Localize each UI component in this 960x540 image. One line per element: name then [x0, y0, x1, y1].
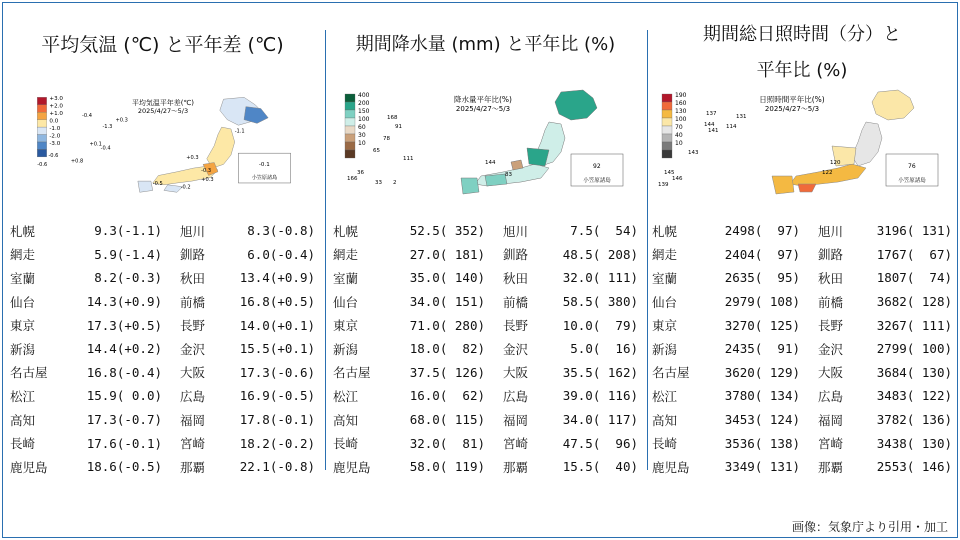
legend-swatch	[345, 102, 355, 110]
station-value: 32.0( 111)	[562, 270, 638, 286]
legend-label: 200	[358, 100, 370, 107]
station-value: 48.5( 208)	[562, 246, 638, 262]
station-value: 16.0( 62)	[409, 388, 485, 404]
station-name: 松江	[10, 388, 36, 404]
map-annotation: -0.4	[82, 112, 92, 119]
legend-swatch	[345, 134, 355, 142]
map-annotation: 114	[726, 124, 737, 130]
station-value: 3780( 134)	[724, 388, 800, 404]
table-row	[333, 361, 638, 385]
station-value: 5.0( 16)	[570, 341, 638, 357]
station-value: 14.0(+0.1)	[239, 317, 315, 333]
map-annotation: 33	[375, 180, 382, 186]
station-value: 3453( 124)	[724, 412, 800, 428]
map-annotation: 2	[393, 180, 397, 186]
legend-swatch	[345, 150, 355, 158]
station-value: 14.3(+0.9)	[86, 294, 162, 310]
map-annotation: -1.3	[102, 124, 113, 131]
legend-label: 190	[675, 92, 687, 99]
station-name: 新潟	[652, 341, 678, 357]
station-value: 47.5( 96)	[562, 435, 638, 451]
station-value: 71.0( 280)	[409, 317, 485, 333]
station-name: 秋田	[180, 270, 206, 286]
station-name: 仙台	[652, 294, 678, 310]
temperature-table	[10, 219, 315, 479]
legend-label: 60	[358, 124, 366, 131]
station-name: 鹿児島	[10, 459, 48, 475]
table-row	[10, 219, 315, 243]
station-name: 新潟	[10, 341, 36, 357]
station-value: 6.0(-0.4)	[247, 246, 315, 262]
table-row	[10, 290, 315, 314]
legend-label: 10	[358, 140, 366, 147]
map-title: 降水量平年比(%)	[454, 95, 512, 104]
station-name: 高知	[333, 412, 359, 428]
map-period: 2025/4/27～5/3	[764, 105, 820, 113]
station-value: 16.8(+0.5)	[239, 294, 315, 310]
station-name: 大阪	[818, 365, 844, 381]
station-name: 鹿児島	[333, 459, 371, 475]
map-period: 2025/4/27～5/3	[455, 105, 511, 113]
table-row	[652, 290, 952, 314]
station-name: 那覇	[818, 459, 844, 475]
legend-swatch	[345, 126, 355, 134]
legend-swatch	[37, 127, 46, 134]
station-value: 7.5( 54)	[570, 223, 638, 239]
station-value: 32.0( 81)	[409, 435, 485, 451]
table-row	[333, 313, 638, 337]
station-value: 14.4(+0.2)	[86, 341, 162, 357]
station-name: 長崎	[652, 436, 678, 452]
station-name: 那覇	[503, 459, 529, 475]
legend-label: +3.0	[49, 96, 63, 103]
station-value: 15.5( 40)	[562, 459, 638, 475]
legend-swatch	[37, 142, 46, 149]
station-name: 旭川	[818, 223, 844, 239]
table-row	[10, 243, 315, 267]
table-row	[10, 408, 315, 432]
legend-label: 70	[675, 124, 683, 131]
inset-value: 92	[593, 163, 601, 170]
map-annotation: +0.3	[186, 154, 199, 161]
station-value: 39.0( 116)	[562, 388, 638, 404]
station-name: 室蘭	[10, 270, 36, 286]
legend-swatch	[345, 142, 355, 150]
station-name: 長崎	[333, 436, 359, 452]
map-annotation: +0.3	[201, 177, 214, 184]
legend-swatch	[37, 112, 46, 119]
map-annotation: -1.1	[234, 128, 245, 135]
station-value: 52.5( 352)	[409, 223, 485, 239]
legend-swatch	[37, 149, 46, 156]
map-annotation: 122	[822, 170, 833, 176]
sunshine-ratio-map	[652, 88, 942, 196]
table-row	[333, 266, 638, 290]
station-name: 釧路	[180, 247, 206, 263]
sunshine-panel	[652, 0, 952, 480]
legend-swatch	[662, 142, 672, 150]
legend-label: 130	[675, 108, 687, 115]
station-name: 東京	[10, 318, 36, 334]
station-value: 2979( 108)	[724, 294, 800, 310]
station-name: 札幌	[10, 223, 36, 239]
legend-swatch	[662, 150, 672, 158]
legend-swatch	[345, 94, 355, 102]
legend-label: -2.0	[49, 133, 61, 140]
station-value: 15.5(+0.1)	[239, 341, 315, 357]
station-value: 2435( 91)	[724, 341, 800, 357]
map-annotation: -0.2	[180, 184, 191, 191]
legend-swatch	[345, 110, 355, 118]
station-value: 3483( 122)	[876, 388, 952, 404]
sunshine-table	[652, 219, 952, 479]
station-value: 3349( 131)	[724, 459, 800, 475]
station-name: 大阪	[180, 365, 206, 381]
station-value: 18.0( 82)	[409, 341, 485, 357]
inset-value: -0.1	[258, 162, 270, 169]
station-name: 宮崎	[818, 436, 844, 452]
map-annotation: 131	[736, 114, 747, 120]
legend-swatch	[37, 120, 46, 127]
station-name: 前橋	[180, 294, 206, 310]
panel-title: 期間総日照時間（分）と 平年比 (%)	[703, 24, 901, 81]
station-name: 松江	[333, 388, 359, 404]
legend-swatch	[662, 134, 672, 142]
table-row	[652, 219, 952, 243]
table-row	[10, 361, 315, 385]
legend-swatch	[662, 110, 672, 118]
legend-label: 30	[358, 132, 366, 139]
map-figure	[28, 88, 298, 196]
station-name: 宮崎	[180, 436, 206, 452]
map-annotation: 145	[664, 170, 675, 176]
station-value: 1807( 74)	[876, 270, 952, 286]
station-value: 17.3(+0.5)	[86, 317, 162, 333]
map-annotation: 144	[485, 160, 496, 166]
map-annotation: 83	[505, 172, 512, 178]
station-name: 東京	[652, 318, 678, 334]
inset-label: 小笠原諸島	[898, 178, 926, 184]
table-row	[333, 219, 638, 243]
station-value: 37.5( 126)	[409, 364, 485, 380]
station-name: 那覇	[180, 459, 206, 475]
station-name: 秋田	[503, 270, 529, 286]
station-value: 35.0( 140)	[409, 270, 485, 286]
station-value: 3620( 129)	[724, 364, 800, 380]
legend-label: 100	[358, 116, 370, 123]
inset-label: 小笠原諸島	[583, 178, 611, 184]
station-value: 17.6(-0.1)	[86, 435, 162, 451]
panel-title: 期間降水量 (mm) と平年比 (%)	[355, 34, 616, 55]
map-annotation: -0.4	[100, 145, 111, 152]
map-annotation: 120	[830, 160, 841, 166]
table-row	[333, 408, 638, 432]
map-annotation: -0.5	[152, 180, 163, 187]
map-figure	[652, 88, 942, 196]
map-legend	[345, 92, 370, 158]
table-row	[333, 455, 638, 479]
station-name: 金沢	[180, 341, 206, 357]
precipitation-table	[333, 219, 638, 479]
map-annotation: -0.6	[37, 162, 48, 169]
legend-label: 40	[675, 132, 683, 139]
inset-label: 小笠原諸島	[251, 175, 278, 182]
table-row	[10, 337, 315, 361]
station-name: 宮崎	[503, 436, 529, 452]
station-name: 福岡	[503, 412, 529, 428]
station-name: 松江	[652, 388, 678, 404]
map-title: 平均気温平年差(℃)	[131, 98, 195, 107]
legend-swatch	[345, 118, 355, 126]
station-name: 室蘭	[333, 270, 359, 286]
station-name: 長野	[180, 318, 206, 334]
station-value: 8.2(-0.3)	[94, 270, 162, 286]
station-value: 2404( 97)	[724, 246, 800, 262]
map-annotation: +0.1	[89, 141, 102, 148]
station-value: 27.0( 181)	[409, 246, 485, 262]
table-row	[652, 431, 952, 455]
map-annotation: 166	[347, 176, 358, 182]
station-value: 16.8(-0.4)	[86, 364, 162, 380]
station-value: 18.6(-0.5)	[86, 459, 162, 475]
station-name: 鹿児島	[652, 459, 690, 475]
map-annotation: +0.8	[70, 158, 84, 165]
panel-title: 平均気温 (℃) と平年差 (℃)	[41, 34, 284, 56]
map-annotation: 65	[373, 148, 380, 154]
map-annotation: -0.3	[201, 167, 212, 174]
station-name: 広島	[180, 388, 206, 404]
station-name: 広島	[818, 388, 844, 404]
map-period: 2025/4/27～5/3	[137, 107, 189, 116]
table-row	[333, 243, 638, 267]
station-name: 名古屋	[652, 365, 690, 381]
legend-label: 160	[675, 100, 687, 107]
station-name: 新潟	[333, 341, 359, 357]
station-value: 5.9(-1.4)	[94, 246, 162, 262]
station-name: 長崎	[10, 436, 36, 452]
station-name: 秋田	[818, 270, 844, 286]
precipitation-ratio-map	[335, 88, 625, 196]
station-name: 大阪	[503, 365, 529, 381]
map-annotation: 143	[688, 150, 699, 156]
legend-label: -3.0	[49, 140, 61, 147]
table-row	[10, 384, 315, 408]
station-name: 室蘭	[652, 270, 678, 286]
image-credit: 画像：気象庁より引用・加工	[791, 520, 948, 534]
station-name: 仙台	[10, 294, 36, 310]
station-name: 広島	[503, 388, 529, 404]
table-row	[652, 384, 952, 408]
station-name: 釧路	[818, 247, 844, 263]
legend-label: 10	[675, 140, 683, 147]
map-annotation: -0.6	[48, 152, 59, 159]
station-name: 名古屋	[333, 365, 371, 381]
station-value: 3782( 136)	[876, 412, 952, 428]
table-row	[652, 361, 952, 385]
station-name: 網走	[333, 247, 359, 263]
legend-label: -1.0	[49, 125, 61, 132]
table-row	[333, 431, 638, 455]
legend-label: 100	[675, 116, 687, 123]
table-row	[652, 243, 952, 267]
station-name: 長野	[818, 318, 844, 334]
station-name: 前橋	[818, 294, 844, 310]
station-value: 17.3(-0.6)	[239, 364, 315, 380]
table-row	[10, 313, 315, 337]
station-value: 9.3(-1.1)	[94, 223, 162, 239]
station-value: 18.2(-0.2)	[239, 435, 315, 451]
map-legend	[662, 92, 687, 158]
station-name: 東京	[333, 318, 359, 334]
map-title: 日照時間平年比(%)	[759, 95, 825, 104]
legend-swatch	[662, 94, 672, 102]
map-annotation: 111	[403, 156, 414, 162]
station-value: 2799( 100)	[876, 341, 952, 357]
station-value: 2635( 95)	[724, 270, 800, 286]
station-name: 金沢	[818, 341, 844, 357]
station-value: 1767( 67)	[876, 246, 952, 262]
station-value: 3270( 125)	[724, 317, 800, 333]
column-divider	[325, 30, 326, 470]
station-value: 17.3(-0.7)	[86, 412, 162, 428]
station-value: 13.4(+0.9)	[239, 270, 315, 286]
station-name: 福岡	[180, 412, 206, 428]
station-value: 17.8(-0.1)	[239, 412, 315, 428]
station-name: 札幌	[333, 223, 359, 239]
station-name: 釧路	[503, 247, 529, 263]
map-annotation: 78	[383, 136, 390, 142]
temperature-panel	[10, 0, 315, 480]
table-row	[333, 337, 638, 361]
map-annotation: 36	[357, 170, 364, 176]
station-value: 3684( 130)	[876, 364, 952, 380]
legend-swatch	[662, 118, 672, 126]
station-value: 8.3(-0.8)	[247, 223, 315, 239]
legend-label: +1.0	[49, 111, 63, 117]
station-name: 福岡	[818, 412, 844, 428]
station-value: 35.5( 162)	[562, 364, 638, 380]
station-name: 札幌	[652, 223, 678, 239]
station-name: 旭川	[180, 223, 206, 239]
legend-swatch	[37, 105, 46, 112]
station-name: 名古屋	[10, 365, 48, 381]
table-row	[333, 290, 638, 314]
map-annotation: 146	[672, 176, 683, 182]
map-figure	[335, 88, 625, 196]
station-value: 2498( 97)	[724, 223, 800, 239]
station-value: 58.0( 119)	[409, 459, 485, 475]
legend-swatch	[37, 135, 46, 142]
table-row	[10, 455, 315, 479]
station-name: 仙台	[333, 294, 359, 310]
map-annotation: +0.3	[115, 117, 128, 124]
map-annotation: 168	[387, 115, 398, 121]
station-value: 10.0( 79)	[562, 317, 638, 333]
station-name: 金沢	[503, 341, 529, 357]
station-value: 34.0( 151)	[409, 294, 485, 310]
station-value: 22.1(-0.8)	[239, 459, 315, 475]
station-value: 34.0( 117)	[562, 412, 638, 428]
station-value: 68.0( 115)	[409, 412, 485, 428]
map-annotation: 139	[658, 182, 669, 188]
station-name: 網走	[10, 247, 36, 263]
station-value: 3196( 131)	[876, 223, 952, 239]
station-value: 3267( 111)	[876, 317, 952, 333]
map-annotation: 137	[706, 111, 717, 117]
table-row	[652, 337, 952, 361]
legend-swatch	[662, 102, 672, 110]
table-row	[10, 266, 315, 290]
table-row	[333, 384, 638, 408]
station-name: 旭川	[503, 223, 529, 239]
table-row	[652, 408, 952, 432]
station-value: 3536( 138)	[724, 435, 800, 451]
map-annotation: 141	[708, 128, 719, 134]
station-value: 3438( 130)	[876, 435, 952, 451]
station-name: 高知	[652, 412, 678, 428]
station-name: 高知	[10, 412, 36, 428]
legend-label: +2.0	[49, 103, 63, 110]
legend-label: 0.0	[49, 118, 59, 125]
station-value: 16.9(-0.5)	[239, 388, 315, 404]
legend-swatch	[662, 126, 672, 134]
table-row	[652, 313, 952, 337]
table-row	[652, 266, 952, 290]
table-row	[10, 431, 315, 455]
legend-label: 400	[358, 92, 370, 99]
station-name: 前橋	[503, 294, 529, 310]
station-value: 15.9( 0.0)	[86, 388, 162, 404]
precipitation-panel	[333, 0, 638, 480]
legend-label: 150	[358, 108, 370, 115]
station-value: 58.5( 380)	[562, 294, 638, 310]
table-row	[652, 455, 952, 479]
station-value: 2553( 146)	[876, 459, 952, 475]
temperature-anomaly-map	[28, 88, 298, 196]
station-value: 3682( 128)	[876, 294, 952, 310]
inset-value: 76	[908, 163, 916, 170]
station-name: 長野	[503, 318, 529, 334]
column-divider	[647, 30, 648, 470]
legend-swatch	[37, 97, 46, 104]
map-annotation: 144	[704, 122, 715, 128]
station-name: 網走	[652, 247, 678, 263]
map-legend	[37, 96, 63, 157]
map-annotation: 91	[395, 124, 402, 130]
